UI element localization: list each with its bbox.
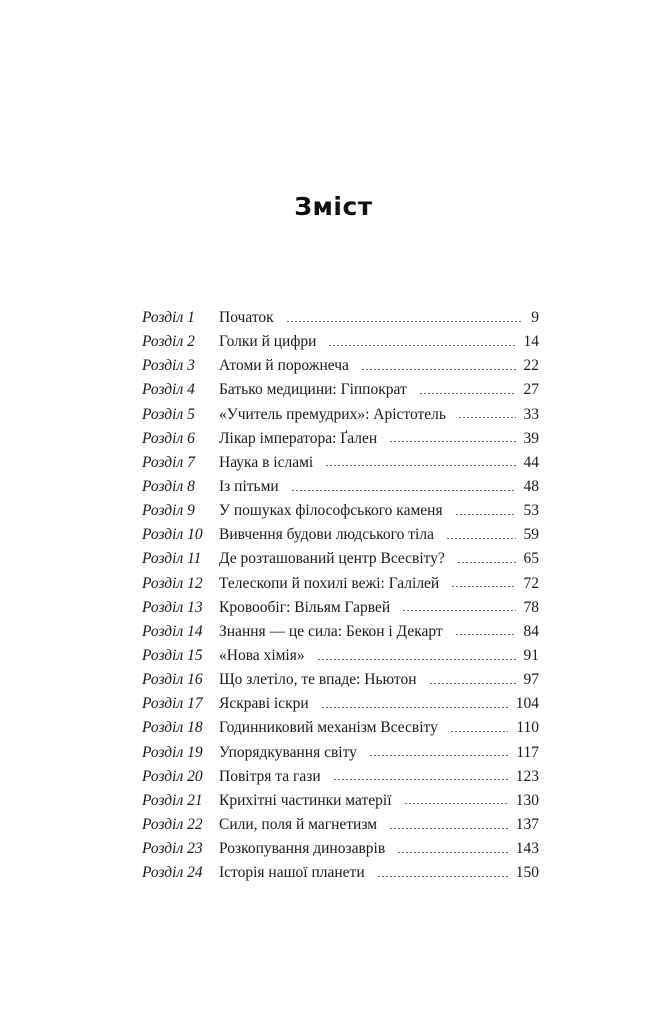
toc-entry — [142, 330, 539, 354]
dot-leader — [369, 755, 508, 756]
chapter-title: Що злетіло, те впаде: Ньютон — [219, 671, 417, 689]
toc-entry — [142, 861, 539, 885]
chapter-title: Атоми й порожнеча — [219, 357, 349, 375]
page-number: 117 — [516, 743, 539, 761]
dot-leader — [328, 345, 515, 346]
dot-leader — [333, 779, 508, 780]
toc-entry — [142, 741, 539, 765]
page-number: 9 — [531, 309, 539, 326]
dot-leader — [455, 514, 516, 515]
page-number: 72 — [523, 574, 539, 592]
chapter-title: Із пітьми — [219, 477, 279, 495]
page-number: 65 — [523, 550, 539, 568]
chapter-title: «Нова хімія» — [219, 646, 305, 664]
toc-entry — [142, 644, 539, 668]
dot-leader — [321, 707, 508, 708]
page-number: 137 — [515, 815, 539, 833]
toc-entry — [142, 547, 539, 571]
chapter-label: Розділ 5 — [142, 405, 195, 423]
toc-entry — [142, 378, 539, 402]
chapter-title: Крихітні частинки матерії — [219, 791, 392, 809]
page-number: 104 — [515, 695, 539, 713]
chapter-title: Голки й цифри — [219, 333, 317, 351]
dot-leader — [450, 731, 508, 732]
chapter-label: Розділ 6 — [142, 429, 195, 447]
toc-entry — [142, 427, 539, 451]
chapter-title: Сили, поля й магнетизм — [219, 815, 378, 833]
page-number: 22 — [523, 357, 539, 375]
chapter-title: Початок — [219, 309, 274, 326]
chapter-title: Знання — це сила: Бекон і Декарт — [219, 622, 443, 640]
chapter-label: Розділ 7 — [142, 453, 195, 471]
dot-leader — [451, 586, 515, 587]
dot-leader — [361, 369, 516, 370]
chapter-label: Розділ 24 — [142, 864, 203, 882]
chapter-title: Упорядкування світу — [219, 743, 357, 761]
page-number: 33 — [523, 405, 539, 423]
dot-leader — [457, 562, 516, 563]
dot-leader — [325, 465, 515, 466]
toc-entry — [142, 354, 539, 378]
dot-leader — [389, 441, 515, 442]
page-number: 27 — [523, 381, 539, 399]
toc-entry — [142, 499, 539, 523]
page-number: 59 — [523, 526, 539, 544]
dot-leader — [455, 634, 516, 635]
page-number: 110 — [516, 719, 539, 737]
chapter-label: Розділ 8 — [142, 477, 195, 495]
chapter-label: Розділ 13 — [142, 598, 203, 616]
page-number: 130 — [515, 791, 539, 809]
chapter-label: Розділ 2 — [142, 333, 195, 351]
chapter-label: Розділ 14 — [142, 622, 203, 640]
chapter-label: Розділ 22 — [142, 815, 203, 833]
chapter-label: Розділ 23 — [142, 840, 203, 858]
page-number: 78 — [523, 598, 539, 616]
toc-entry — [142, 692, 539, 716]
chapter-label: Розділ 20 — [142, 767, 203, 785]
page-number: 48 — [523, 477, 539, 495]
toc-entry — [142, 620, 539, 644]
chapter-label: Розділ 16 — [142, 671, 203, 689]
chapter-label: Розділ 1 — [142, 309, 195, 326]
dot-leader — [291, 490, 516, 491]
page-number: 91 — [523, 646, 539, 664]
dot-leader — [429, 683, 516, 684]
chapter-label: Розділ 12 — [142, 574, 203, 592]
page-title: Зміст — [294, 191, 373, 221]
toc-entry — [142, 668, 539, 692]
page-number: 14 — [523, 333, 539, 351]
toc-entry — [142, 403, 539, 427]
toc-entry — [142, 789, 539, 813]
dot-leader — [458, 417, 516, 418]
chapter-title: Лікар імператора: Ґален — [219, 429, 378, 447]
chapter-label: Розділ 18 — [142, 719, 203, 737]
toc-entry — [142, 451, 539, 475]
dot-leader — [317, 659, 516, 660]
chapter-label: Розділ 3 — [142, 357, 195, 375]
chapter-title: Кровообіг: Вільям Гарвей — [219, 598, 391, 616]
page-number: 53 — [523, 502, 539, 520]
dot-leader — [286, 321, 524, 322]
chapter-title: Де розташований центр Всесвіту? — [219, 550, 445, 568]
chapter-title: Розкопування динозаврів — [219, 840, 386, 858]
dot-leader — [389, 828, 508, 829]
dot-leader — [446, 538, 516, 539]
dot-leader — [402, 610, 515, 611]
chapter-title: Батько медицини: Гіппократ — [219, 381, 407, 399]
chapter-title: Вивчення будови людського тіла — [219, 526, 434, 544]
chapter-title: Історія нашої планети — [219, 864, 365, 882]
page-number: 123 — [515, 767, 539, 785]
toc-entry — [142, 716, 539, 740]
chapter-label: Розділ 11 — [142, 550, 202, 568]
toc-entry — [142, 837, 539, 861]
toc-entry — [142, 306, 539, 330]
dot-leader — [404, 803, 508, 804]
toc-entry — [142, 572, 539, 596]
page-number: 39 — [523, 429, 539, 447]
chapter-title: Годинниковий механізм Всесвіту — [219, 719, 438, 737]
chapter-label: Розділ 10 — [142, 526, 203, 544]
chapter-label: Розділ 17 — [142, 695, 203, 713]
page-number: 97 — [523, 671, 539, 689]
dot-leader — [397, 852, 508, 853]
chapter-title: У пошуках філософського каменя — [219, 502, 443, 520]
dot-leader — [419, 393, 516, 394]
page-number: 84 — [523, 622, 539, 640]
chapter-label: Розділ 9 — [142, 502, 195, 520]
toc-entry — [142, 765, 539, 789]
page-number: 143 — [515, 840, 539, 858]
chapter-label: Розділ 4 — [142, 381, 195, 399]
toc-entry — [142, 475, 539, 499]
chapter-label: Розділ 15 — [142, 646, 203, 664]
toc-entry — [142, 596, 539, 620]
toc-entry — [142, 813, 539, 837]
dot-leader — [377, 876, 508, 877]
chapter-title: Телескопи й похилі вежі: Галілей — [219, 574, 440, 592]
page-number: 44 — [523, 453, 539, 471]
toc-entry — [142, 523, 539, 547]
chapter-title: Наука в ісламі — [219, 453, 314, 471]
table-of-contents — [142, 306, 539, 885]
chapter-label: Розділ 21 — [142, 791, 203, 809]
chapter-label: Розділ 19 — [142, 743, 203, 761]
page-number: 150 — [515, 864, 539, 882]
chapter-title: Повітря та гази — [219, 767, 321, 785]
chapter-title: Яскраві іскри — [219, 695, 309, 713]
chapter-title: «Учитель премудрих»: Арістотель — [219, 405, 446, 423]
